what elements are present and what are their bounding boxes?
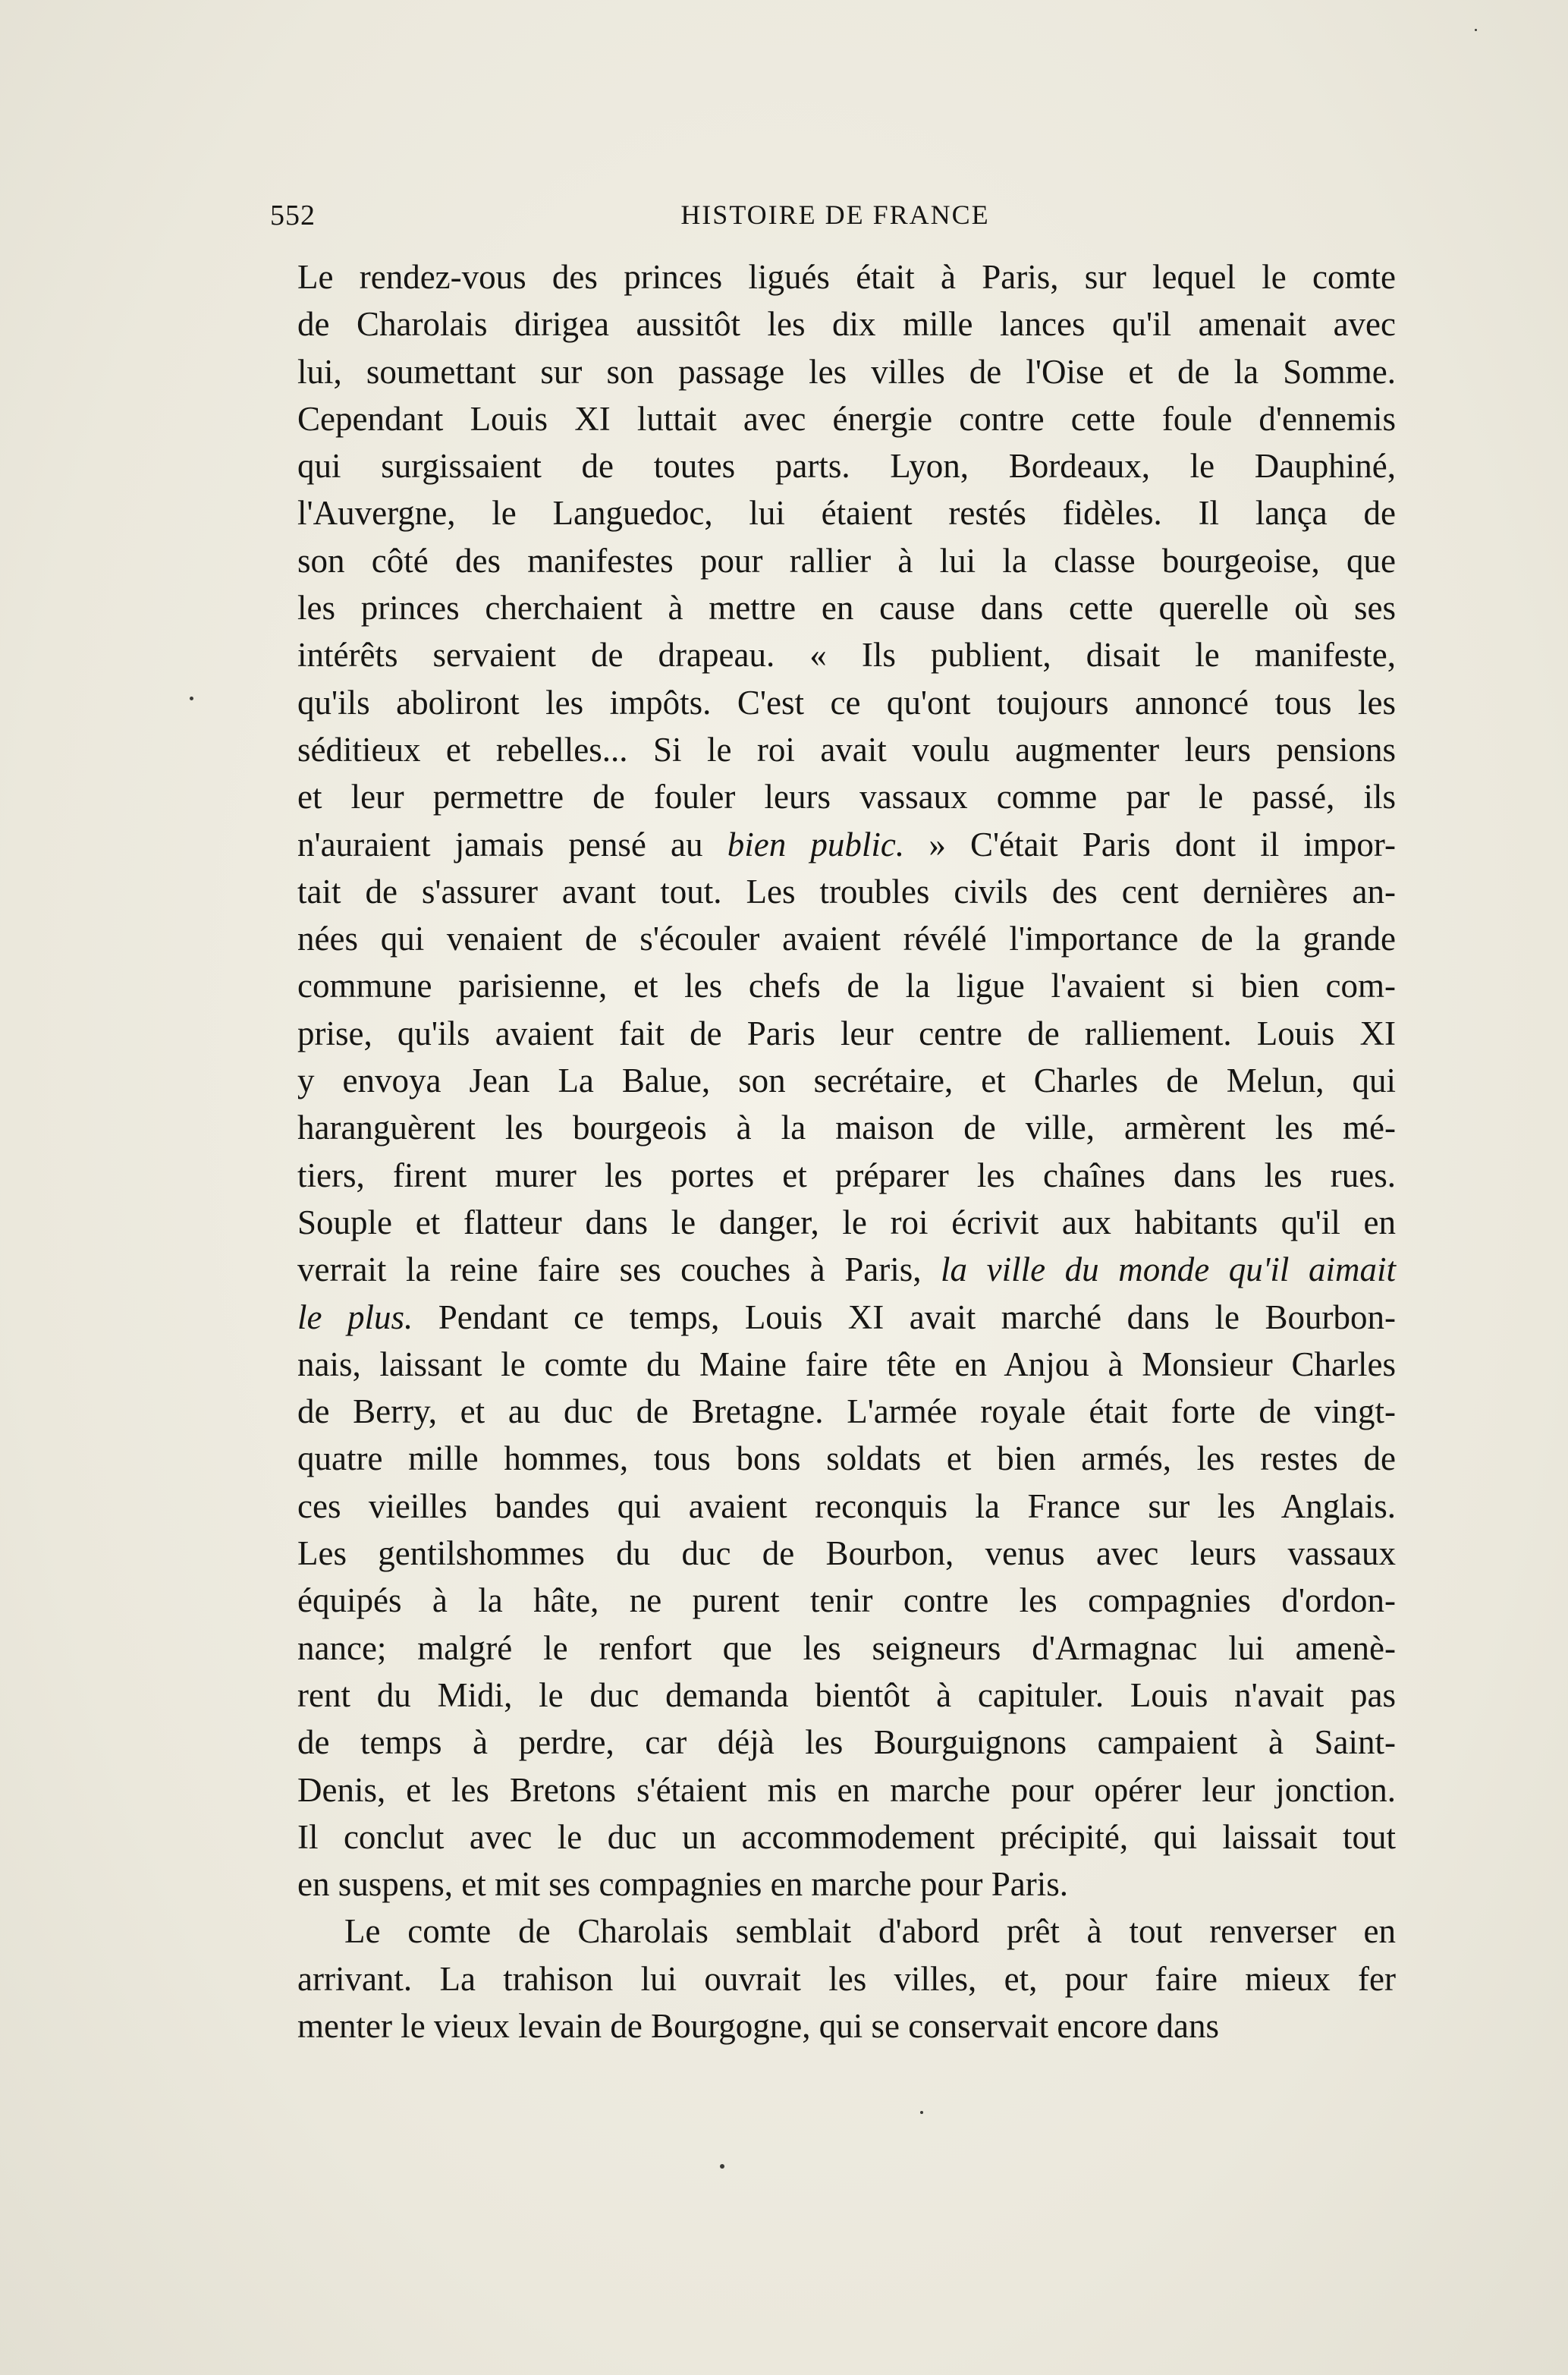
ink-speck [190, 697, 193, 700]
body-text [297, 253, 1396, 2049]
text-line: qui surgissaient de toutes parts. Lyon, Bordeaux, le Dauphiné, [297, 447, 1396, 486]
text-line: en suspens, et mit ses compagnies en marche pour Paris. [297, 1865, 1069, 1904]
text-line: haranguèrent les bourgeois à la maison de ville, armèrent les mé- [297, 1109, 1396, 1147]
ink-speck [920, 2111, 923, 2114]
text-line: Il conclut avec le duc un accommodement précipité, qui laissait tout [297, 1817, 1396, 1856]
text-line: lui, soumettant sur son passage les villes de l'Oise et de la Somme. [297, 352, 1396, 391]
page-number: 552 [270, 200, 316, 231]
text-line: et leur permettre de fouler leurs vassaux comme par le passé, ils [297, 778, 1396, 816]
text-line: les princes cherchaient à mettre en cause dans cette querelle où ses [297, 589, 1396, 628]
italic-phrase: bien public. [727, 825, 905, 863]
text-run: Pendant ce temps, Louis XI avait marché dans le Bourbon- [413, 1298, 1397, 1336]
text-line [297, 1246, 1396, 1293]
text-line: nées qui venaient de s'écouler avaient révélé l'importance de la grande [297, 920, 1396, 958]
text-line: de Charolais dirigea aussitôt les dix mille lances qu'il amenait avec [297, 305, 1396, 344]
text-line: Le rendez-vous des princes ligués était à Paris, sur lequel le comte [297, 258, 1396, 296]
text-line: y envoya Jean La Balue, son secrétaire, et Charles de Melun, qui [297, 1062, 1396, 1100]
text-line: nais, laissant le comte du Maine faire tête en Anjou à Monsieur Charles [297, 1345, 1396, 1383]
italic-phrase: le plus. [297, 1298, 413, 1336]
running-head: HISTOIRE DE FRANCE [680, 200, 990, 230]
text-line: menter le vieux levain de Bourgogne, qui se conservait encore dans [297, 2006, 1220, 2045]
text-run: verrait la reine faire ses couches à Paris, [297, 1250, 941, 1289]
text-line: Cependant Louis XI luttait avec énergie contre cette foule d'ennemis [297, 399, 1396, 438]
ink-speck [1475, 29, 1477, 31]
text-line: commune parisienne, et les chefs de la ligue l'avaient si bien com- [297, 967, 1396, 1005]
text-line: son côté des manifestes pour rallier à lui la classe bourgeoise, que [297, 541, 1396, 580]
text-line: Souple et flatteur dans le danger, le roi écrivit aux habitants qu'il en [297, 1203, 1396, 1241]
text-line: de Berry, et au duc de Bretagne. L'armée royale était forte de vingt- [297, 1392, 1396, 1431]
text-line: prise, qu'ils avaient fait de Paris leur centre de ralliement. Louis XI [297, 1014, 1396, 1052]
text-line: l'Auvergne, le Languedoc, lui étaient restés fidèles. Il lança de [297, 494, 1396, 533]
text-line: de temps à perdre, car déjà les Bourguignons campaient à Saint- [297, 1723, 1396, 1762]
text-line: rent du Midi, le duc demanda bientôt à capituler. Louis n'avait pas [297, 1675, 1396, 1714]
page-header [270, 199, 1400, 237]
text-run: n'auraient jamais pensé au [297, 825, 727, 863]
text-line: équipés à la hâte, ne purent tenir contre les compagnies d'ordon- [297, 1581, 1396, 1620]
text-line: ces vieilles bandes qui avaient reconquis la France sur les Anglais. [297, 1486, 1396, 1525]
text-line: séditieux et rebelles... Si le roi avait voulu augmenter leurs pensions [297, 730, 1396, 769]
text-line: tiers, firent murer les portes et préparer les chaînes dans les rues. [297, 1156, 1396, 1194]
text-line: qu'ils aboliront les impôts. C'est ce qu'ont toujours annoncé tous les [297, 683, 1396, 722]
text-line: quatre mille hommes, tous bons soldats et bien armés, les restes de [297, 1439, 1396, 1478]
text-line: Le comte de Charolais semblait d'abord prêt à tout renverser en [344, 1912, 1396, 1951]
text-line: intérêts servaient de drapeau. « Ils publient, disait le manifeste, [297, 636, 1396, 675]
ink-speck [720, 2164, 724, 2169]
text-line: arrivant. La trahison lui ouvrait les villes, et, pour faire mieux fer [297, 1959, 1396, 1998]
text-line: tait de s'assurer avant tout. Les troubles civils des cent dernières an- [297, 872, 1396, 911]
text-line: Denis, et les Bretons s'étaient mis en marche pour opérer leur jonction. [297, 1770, 1396, 1809]
text-line [297, 821, 1396, 868]
text-line [297, 1294, 1396, 1341]
text-line: Les gentilshommes du duc de Bourbon, venus avec leurs vassaux [297, 1534, 1396, 1573]
italic-phrase: la ville du monde qu'il aimait [941, 1250, 1397, 1289]
text-line: nance; malgré le renfort que les seigneurs d'Armagnac lui amenè- [297, 1628, 1396, 1667]
text-run: » C'était Paris dont il impor- [904, 825, 1396, 863]
